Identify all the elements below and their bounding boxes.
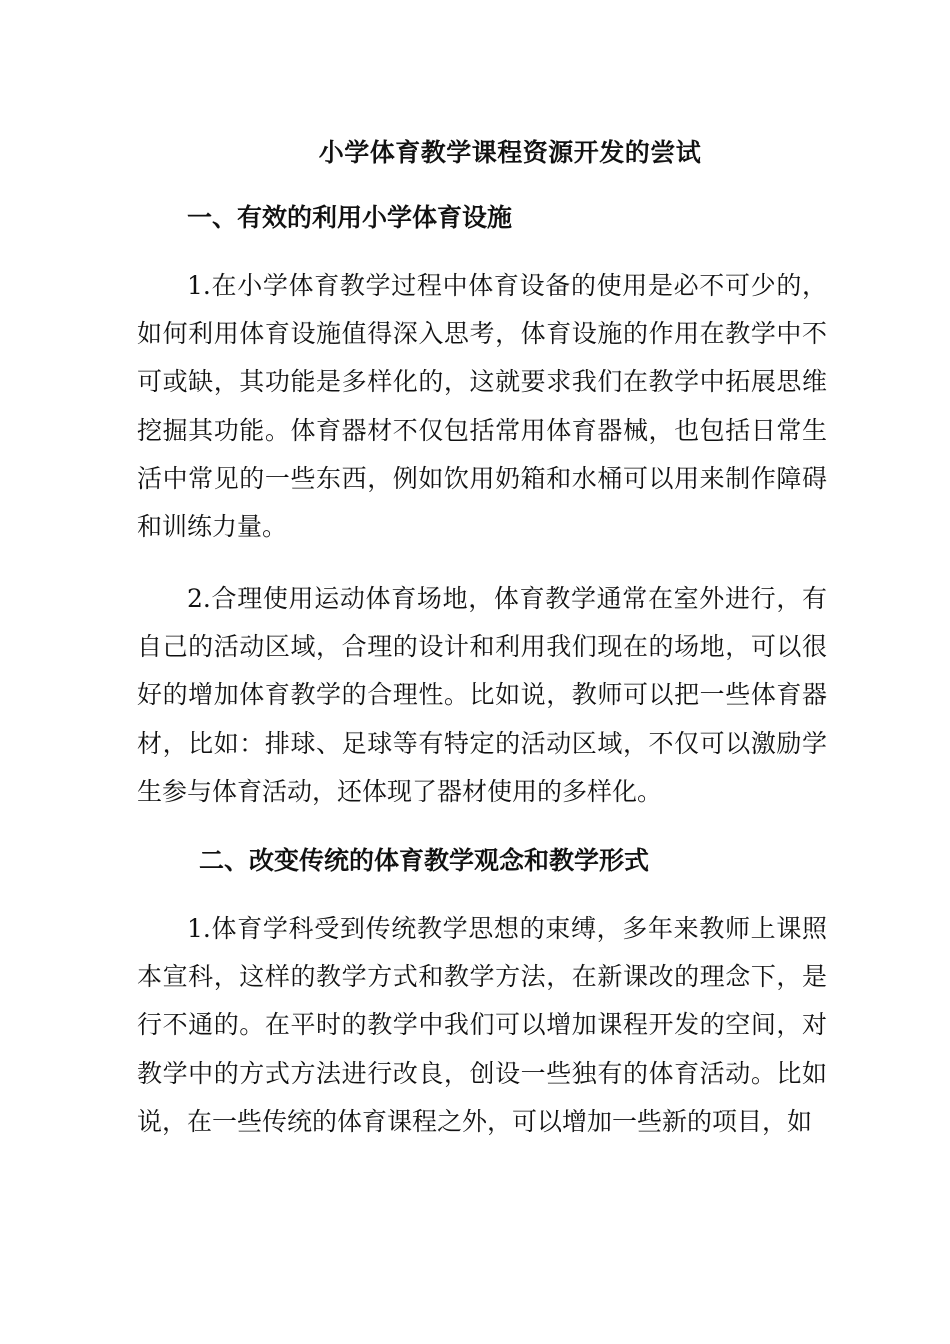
paragraph-1-1: 1.在小学体育教学过程中体育设备的使用是必不可少的，如何利用体育设施值得深入思考，体育设施的作用在教学中不可或缺，其功能是多样化的，这就要求我们在教学中拓展思维挖掘其功能。体育器材不仅包括常用体育器械，也包括日常生活中常见的一些东西，例如饮用奶箱和水桶可以用来制作障碍和训练力量。 xyxy=(137,271,827,542)
document-title: 小学体育教学课程资源开发的尝试 xyxy=(318,138,702,167)
paragraph-1-2: 2.合理使用运动体育场地，体育教学通常在室外进行，有自己的活动区域，合理的设计和利用我们现在的场地，可以很好的增加体育教学的合理性。比如说，教师可以把一些体育器材，比如：排球、足球等有特定的活动区域，不仅可以激励学生参与体育活动，还体现了器材使用的多样化。 xyxy=(137,584,827,806)
section-heading-1: 一、有效的利用小学体育设施 xyxy=(187,203,513,232)
paragraph-2-1: 1.体育学科受到传统教学思想的束缚，多年来教师上课照本宣科，这样的教学方式和教学方法，在新课改的理念下，是行不通的。在平时的教学中我们可以增加课程开发的空间，对教学中的方式方法进行改良，创设一些独有的体育活动。比如说，在一些传统的体育课程之外，可以增加一些新的项目，如 xyxy=(137,914,827,1136)
section-heading-2: 二、改变传统的体育教学观念和教学形式 xyxy=(199,846,650,875)
